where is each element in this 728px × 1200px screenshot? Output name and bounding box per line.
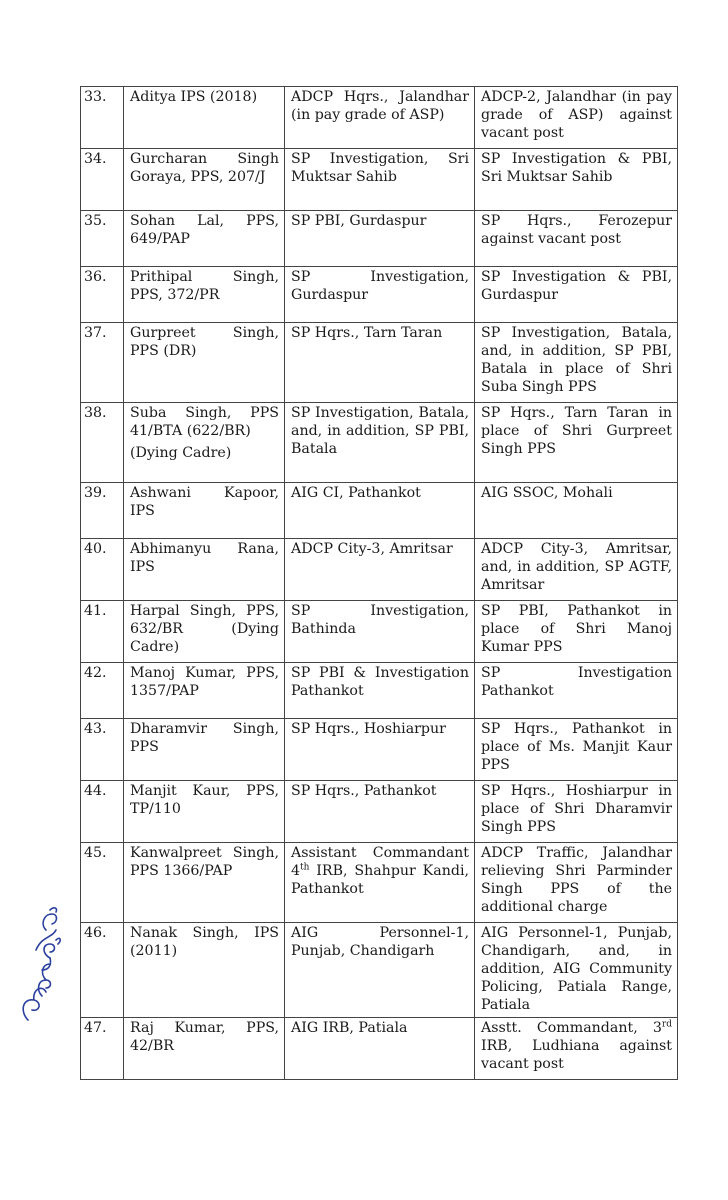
officer-name: Manjit Kaur, PPS, TP/110 <box>124 781 285 843</box>
present-posting: SP PBI, Gurdaspur <box>285 211 475 267</box>
officer-name: Ashwani Kapoor, IPS <box>124 483 285 539</box>
table-row <box>81 483 678 539</box>
officer-name: Manoj Kumar, PPS, 1357/PAP <box>124 663 285 719</box>
new-posting: SP Investigation, Batala, and, in addition, SP PBI, Batala in place of Shri Suba Singh PPS <box>475 323 678 403</box>
table-row <box>81 149 678 211</box>
transfer-table <box>80 86 678 1080</box>
serial-number: 42. <box>81 663 124 719</box>
serial-number: 41. <box>81 601 124 663</box>
new-posting: ADCP-2, Jalandhar (in pay grade of ASP) against vacant post <box>475 87 678 149</box>
table-row <box>81 87 678 149</box>
present-posting: SP Investigation, Bathinda <box>285 601 475 663</box>
present-posting: AIG IRB, Patiala <box>285 1018 475 1080</box>
present-posting: ADCP City-3, Amritsar <box>285 539 475 601</box>
table-row <box>81 843 678 923</box>
present-posting: SP Hqrs., Tarn Taran <box>285 323 475 403</box>
officer-name: Kanwalpreet Singh, PPS 1366/PAP <box>124 843 285 923</box>
present-posting: AIG Personnel-1, Punjab, Chandigarh <box>285 923 475 1018</box>
serial-number: 36. <box>81 267 124 323</box>
serial-number: 43. <box>81 719 124 781</box>
serial-number: 40. <box>81 539 124 601</box>
new-posting: SP Investigation & PBI, Sri Muktsar Sahib <box>475 149 678 211</box>
new-posting: AIG SSOC, Mohali <box>475 483 678 539</box>
serial-number: 33. <box>81 87 124 149</box>
new-posting: Asstt. Commandant, 3 <box>481 1020 662 1036</box>
new-posting: SP Hqrs., Hoshiarpur in place of Shri Dharamvir Singh PPS <box>475 781 678 843</box>
officer-name: Gurcharan Singh Goraya, PPS, 207/J <box>124 149 285 211</box>
new-posting-cell <box>475 1018 678 1080</box>
present-posting: AIG CI, Pathankot <box>285 483 475 539</box>
present-posting: SP Hqrs., Hoshiarpur <box>285 719 475 781</box>
table-row <box>81 923 678 1018</box>
officer-name-note: (Dying Cadre) <box>130 445 232 461</box>
officer-name: Gurpreet Singh, PPS (DR) <box>124 323 285 403</box>
table-row <box>81 539 678 601</box>
present-posting: SP Hqrs., Pathankot <box>285 781 475 843</box>
new-posting-cont: IRB, Ludhiana against vacant post <box>481 1038 672 1072</box>
serial-number: 47. <box>81 1018 124 1080</box>
officer-name: Harpal Singh, PPS, 632/BR (Dying Cadre) <box>124 601 285 663</box>
ordinal-suffix: rd <box>661 1019 672 1030</box>
officer-name: Dharamvir Singh, PPS <box>124 719 285 781</box>
table-row <box>81 601 678 663</box>
new-posting: SP Hqrs., Pathankot in place of Ms. Manjit Kaur PPS <box>475 719 678 781</box>
serial-number: 34. <box>81 149 124 211</box>
present-posting: ADCP Hqrs., Jalandhar (in pay grade of ASP) <box>285 87 475 149</box>
new-posting: SP PBI, Pathankot in place of Shri Manoj Kumar PPS <box>475 601 678 663</box>
officer-name: Suba Singh, PPS 41/BTA (622/BR) <box>130 405 279 439</box>
present-posting: Assistant Commandant 4 <box>291 845 469 879</box>
new-posting: ADCP Traffic, Jalandhar relieving Shri Parminder Singh PPS of the additional charge <box>475 843 678 923</box>
officer-name: Raj Kumar, PPS, 42/BR <box>124 1018 285 1080</box>
officer-name: Aditya IPS (2018) <box>124 87 285 149</box>
table-row <box>81 1018 678 1080</box>
table-row <box>81 663 678 719</box>
serial-number: 35. <box>81 211 124 267</box>
officer-name: Prithipal Singh, PPS, 372/PR <box>124 267 285 323</box>
new-posting: ADCP City-3, Amritsar, and, in addition, SP AGTF, Amritsar <box>475 539 678 601</box>
table-row <box>81 267 678 323</box>
table-row <box>81 719 678 781</box>
serial-number: 37. <box>81 323 124 403</box>
table-row <box>81 781 678 843</box>
serial-number: 46. <box>81 923 124 1018</box>
serial-number: 39. <box>81 483 124 539</box>
officer-name-cell <box>124 403 285 483</box>
officer-name: Sohan Lal, PPS, 649/PAP <box>124 211 285 267</box>
table-row <box>81 323 678 403</box>
new-posting: SP Hqrs., Tarn Taran in place of Shri Gurpreet Singh PPS <box>475 403 678 483</box>
serial-number: 44. <box>81 781 124 843</box>
handwritten-signature <box>12 900 72 1030</box>
officer-name: Nanak Singh, IPS (2011) <box>124 923 285 1018</box>
serial-number: 45. <box>81 843 124 923</box>
table-row <box>81 211 678 267</box>
new-posting: AIG Personnel-1, Punjab, Chandigarh, and, in addition, AIG Community Policing, Patiala Range, Patiala <box>475 923 678 1018</box>
ordinal-suffix: th <box>300 862 310 873</box>
serial-number: 38. <box>81 403 124 483</box>
table-row <box>81 403 678 483</box>
present-posting-cell <box>285 843 475 923</box>
new-posting: SP Investigation Pathankot <box>475 663 678 719</box>
officer-name: Abhimanyu Rana, IPS <box>124 539 285 601</box>
new-posting: SP Hqrs., Ferozepur against vacant post <box>475 211 678 267</box>
new-posting: SP Investigation & PBI, Gurdaspur <box>475 267 678 323</box>
present-posting-cont: IRB, Shahpur Kandi, Pathankot <box>291 863 469 897</box>
present-posting: SP PBI & Investigation Pathankot <box>285 663 475 719</box>
present-posting: SP Investigation, Gurdaspur <box>285 267 475 323</box>
present-posting: SP Investigation, Sri Muktsar Sahib <box>285 149 475 211</box>
present-posting: SP Investigation, Batala, and, in addition, SP PBI, Batala <box>285 403 475 483</box>
